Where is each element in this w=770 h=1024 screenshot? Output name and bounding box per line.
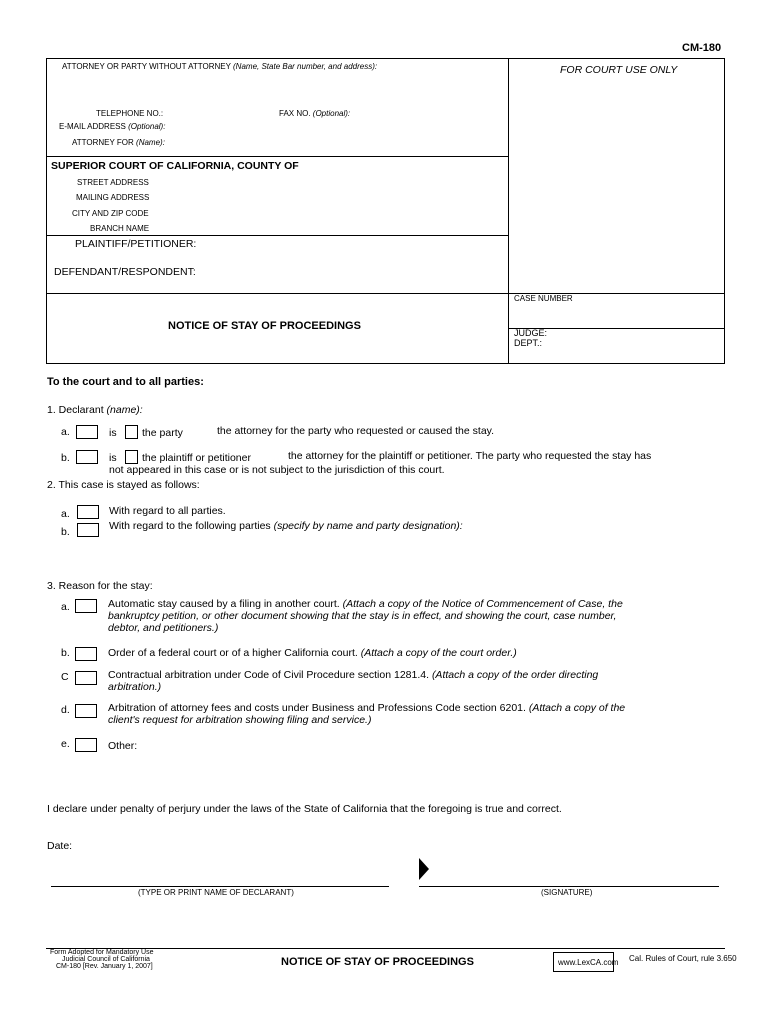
branch-name-label: BRANCH NAME [90,224,150,233]
item2a-letter: a. [61,508,70,520]
telephone-label: TELEPHONE NO.: [96,109,164,118]
item3-label: 3. Reason for the stay: [47,580,153,592]
item3c-hint-line2: arbitration.) [108,681,162,693]
signature-line[interactable] [419,886,719,887]
plaintiff-label: PLAINTIFF/PETITIONER: [75,238,197,250]
street-address-label: STREET ADDRESS [77,178,149,187]
header-right-rule [724,58,725,364]
defendant-label: DEFENDANT/RESPONDENT: [54,266,196,278]
item2b-checkbox[interactable] [77,523,99,537]
intro-heading: To the court and to all parties: [47,376,204,388]
item1b-plaintiff-checkbox[interactable] [125,450,138,464]
item3e-letter: e. [61,738,70,750]
attorney-for-label: ATTORNEY FOR (Name): [72,138,165,147]
item3a-hint-line3: debtor, and petitioners.) [108,622,219,634]
item3c-text: Contractual arbitration under Code of Civil Procedure section 1281.4. (Attach a copy of the order directing [108,669,599,681]
item2-label: 2. This case is stayed as follows: [47,479,200,491]
header-bottom-rule [46,363,725,364]
city-zip-label: CITY AND ZIP CODE [72,209,149,218]
item3d-checkbox[interactable] [75,704,97,718]
item3b-letter: b. [61,647,70,659]
item1a-letter: a. [61,426,70,438]
item1a-party: the party [142,427,183,439]
item3d-letter: d. [61,704,70,716]
item3a-letter: a. [61,601,70,613]
item2b-text: With regard to the following parties (specify by name and party designation): [109,520,463,532]
signature-arrow-icon [419,858,429,880]
item3a-hint-line2: bankruptcy petition, or other document showing that the stay is in effect, and showing the court, case number, [108,610,617,622]
item3c-checkbox[interactable] [75,671,97,685]
caption-title: NOTICE OF STAY OF PROCEEDINGS [168,320,361,332]
item2a-text: With regard to all parties. [109,505,226,517]
mailing-address-label: MAILING ADDRESS [76,193,150,202]
declaration-text: I declare under penalty of perjury under the laws of the State of California that the foregoing is true and correct. [47,803,562,815]
fax-label: FAX NO. (Optional): [279,109,351,118]
court-use-divider [508,58,509,364]
caption-section-rule [46,293,725,294]
item3e-checkbox[interactable] [75,738,97,752]
court-title: SUPERIOR COURT OF CALIFORNIA, COUNTY OF [51,160,299,172]
item1b-is: is [109,452,117,464]
item2a-checkbox[interactable] [77,505,99,519]
footer-title: NOTICE OF STAY OF PROCEEDINGS [281,956,474,968]
attorney-label: ATTORNEY OR PARTY WITHOUT ATTORNEY (Name, State Bar number, and address): [62,62,378,71]
item1a-text: the attorney for the party who requested or caused the stay. [217,425,495,437]
case-number-label: CASE NUMBER [514,294,573,303]
item3c-letter: C [61,671,69,683]
header-top-rule [46,58,725,59]
name-line[interactable] [51,886,389,887]
item3b-checkbox[interactable] [75,647,97,661]
item3e-text: Other: [108,740,138,752]
item3d-hint-line2: client's request for arbitration showing filing and service.) [108,714,372,726]
party-section-rule [46,235,508,236]
dept-label: DEPT.: [514,338,543,348]
court-use-label: FOR COURT USE ONLY [560,64,678,76]
item1b-plaintiff: the plaintiff or petitioner [142,452,251,464]
item1-label: 1. Declarant (name): [47,404,143,416]
judge-label: JUDGE: [514,328,548,338]
header-left-rule [46,58,47,364]
signature-caption: (SIGNATURE) [541,888,593,897]
item3d-text: Arbitration of attorney fees and costs under Business and Professions Code section 6201. (Attach a copy of the [108,702,626,714]
item3a-text: Automatic stay caused by a filing in another court. (Attach a copy of the Notice of Commencement of Case, the [108,598,623,610]
item1a-checkbox[interactable] [76,425,98,439]
footer-rules: Cal. Rules of Court, rule 3.650 [629,954,737,963]
item1a-is: is [109,427,117,439]
form-id: CM-180 [682,42,722,54]
footer-stamp: www.LexCA.com [558,958,619,967]
item1a-party-checkbox[interactable] [125,425,138,439]
name-caption: (TYPE OR PRINT NAME OF DECLARANT) [138,888,294,897]
email-label: E-MAIL ADDRESS (Optional): [59,122,166,131]
footer-adopted: Form Adopted for Mandatory Use Judicial Council of California CM-180 [Rev. January 1, 2007] [50,949,154,970]
item3b-text: Order of a federal court or of a higher California court. (Attach a copy of the court order.) [108,647,517,659]
item2b-letter: b. [61,526,70,538]
item3a-checkbox[interactable] [75,599,97,613]
item1b-text-line1: the attorney for the plaintiff or petitioner. The party who requested the stay has [288,450,652,462]
item1b-text-line2: not appeared in this case or is not subject to the jurisdiction of this court. [109,464,445,476]
item1b-checkbox[interactable] [76,450,98,464]
court-section-rule [46,156,508,157]
item1b-letter: b. [61,452,70,464]
date-label: Date: [47,840,73,852]
